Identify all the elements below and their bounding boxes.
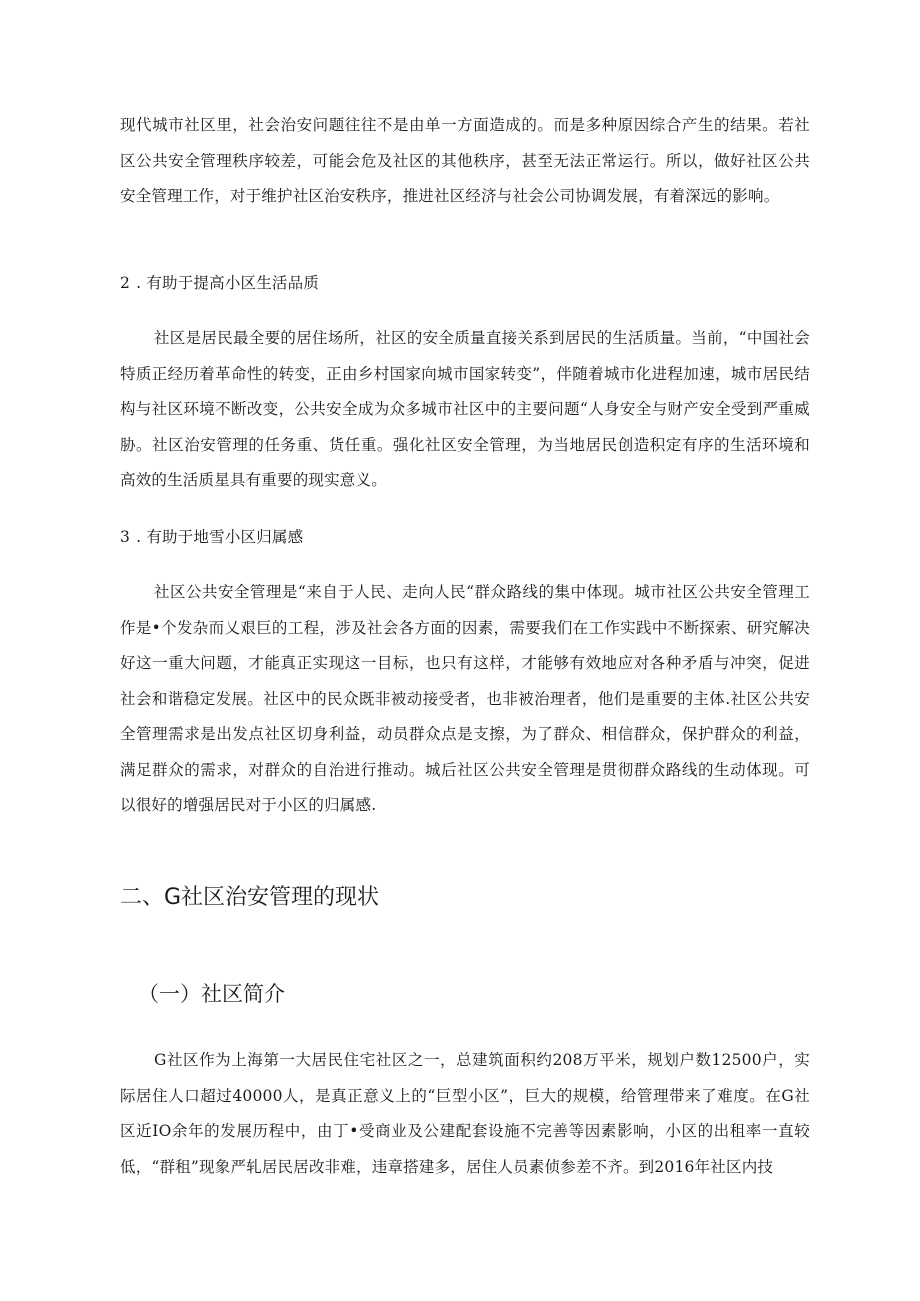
subsection-heading: （一）社区简介 — [138, 982, 285, 1006]
section-heading: 二、G社区治安管理的现状 — [120, 885, 380, 910]
subheading-2-text: . 有助于提高小区生活品质 — [136, 274, 320, 292]
paragraph-4: G社区作为上海第一大居民住宅社区之一，总建筑面积约208万平米，规划户数12500户，实际居住人口超过40000人，是真正意义上的“巨型小区”，巨大的规模，给管理带来了难度。在G社区近IO余年的发展历程中，由丁•受商业及公建配套设施不完善等因素影响，小区的出租率一直较低，“群租”现象严轧居民居改非难，违章搭建多，居住人员素侦参差不齐。到2016年社区内技 — [120, 1051, 810, 1176]
paragraph-3: 社区公共安全管理是“来自于人民、走向人民“群众路线的集中体现。城市社区公共安全管理工作是•个发杂而乂艰巨的工程，涉及社会各方面的因素，需要我们在工作实践中不断探索、研究解决好这一重大问题，才能真正实现这一目标，也只有这样，才能够有效地应对各种矛盾与冲突，促进社会和谐稳定发展。社区中的民众既非被动接受者，也非被治理者，他们是重要的主体.社区公共安全管理需求是出发点社区切身利益，动员群众点是支擦，为了群众、相信群众，保护群众的利益，满足群众的需求，对群众的自治进行推动。城后社区公共安全管理是贯彻群众路线的生动体现。可以很好的增强居民对于小区的归属感. — [120, 583, 810, 814]
subheading-3-text: . 有助于地雪小区归属感 — [136, 528, 304, 546]
subheading-2-number: 2 — [120, 274, 131, 292]
paragraph-1: 现代城市社区里，社会治安问题往往不是由单一方面造成的。而是多种原因综合产生的结果。若社区公共安全管理秩序较差，可能会危及社区的其他秩序，甚至无法正常运行。所以，做好社区公共安全管理工作，对于维护社区治安秩序，推进社区经济与社会公司协调发展，有着深远的影响。 — [120, 116, 810, 205]
paragraph-2: 社区是居民最全要的居住场所，社区的安全质量直接关系到居民的生活质量。当前，“中国社会特质正经历着革命性的转变，正由乡村国家向城市国家转变”，伴随着城市化进程加速，城市居民结构与社区环境不断改变，公共安全成为众多城市社区中的主要问题“人身安全与财产安全受到严重威胁。社区治安管理的任务重、货任重。强化社区安全管理，为当地居民创造积定有序的生活环境和高效的生活质星具有重要的现实意义。 — [120, 329, 810, 489]
subheading-3-number: 3 — [120, 528, 131, 546]
subheading-3 — [120, 525, 303, 549]
subheading-2 — [120, 271, 319, 295]
